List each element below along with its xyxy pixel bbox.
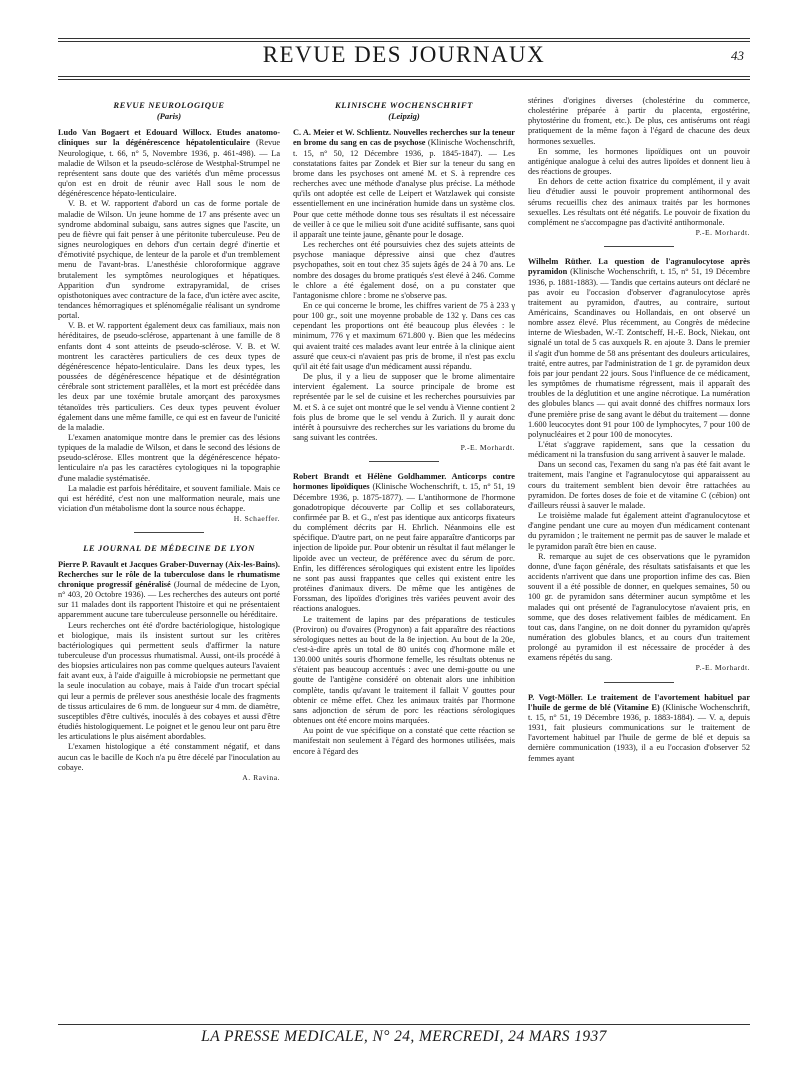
article-text: (Klinische Wochenschrift, t. 15, n° 51, 19 Décembre 1936, p. 1881-1883). — Tandis que certains auteurs ont déclaré ne pas avoir eu l'occasion d'observer d'agranulocytose après traitement au pyramidon, d'autres, au contraire, surtout Américains, Scandinaves ou Hollandais, en ont observé un nombre assez élevé. Plus récemment, au Congrès de médecine interne de Wiesbaden, W.-T. Zontscheff, H.-E. Bock, Niekau, ont signalé un total de 5 cas auxquels R. en ajoute 3. Dans le premier il s'agit d'un homme de 58 ans présentant des douleurs articulaires, traité, entre autres, par l'administration de 1 gr. de pyramidon deux fois par jour pendant 22 jours. Sous l'influence de ce médicament, les symptômes de rhumatisme régressent, mais il apparaît des troubles de la déglutition et une angine nécrotique. La numération des globules blancs — qui avait donné des chiffres normaux lors d'une première prise de sang avant le début du traitement — donne 1.600 leucocytes dont 91 pour 100 de lymphocytes, 7 pour 100 de polynucléaires et 2 pour 100 de monocytes. bbox=[528, 267, 750, 439]
article-paragraph: En ce qui concerne le brome, les chiffres varient de 75 à 233 γ pour 100 gr., soit une moyenne probable de 132 γ. Dans ces cas cependant les proportions ont été beaucoup plus élevées : le minimum, 776 γ et maximum 671.800 γ. Bien que les médecins qui avaient traité ces malades avant leur entrée à la clinique aient assuré que ceux-ci n'avaient pas pris de brome, il n'est pas exclu qu'il ait été fait usage d'un médicament aussi répandu. bbox=[293, 300, 515, 371]
signature: P.-E. Morhardt. bbox=[460, 443, 515, 453]
journal-heading: KLINISCHE WOCHENSCHRIFT bbox=[334, 100, 474, 110]
signature: H. Schaeffer. bbox=[233, 514, 280, 524]
journal-city: (Leipzig) bbox=[388, 111, 420, 122]
article-paragraph: La maladie est parfois héréditaire, et souvent familiale. Mais ce qui est hérédité, c'est non une malformation neurale, mais une viciation d'un métabolisme dont la source nous échappe. bbox=[58, 483, 280, 514]
article-paragraph: Leurs recherches ont été d'ordre bactériologique, histologique et biologique, mais ils insistent surtout sur les critères bactériologiques qui permettent seuls d'affirmer la nature tuberculeuse d'un processus rhumatismal. Aussi, ont-ils procédé à des biopsies articulaires non pas comme quelques auteurs l'avaient fait avant eux, à l'aide d'aiguille à microbiopsie ne permettant que la seule inoculation au cobaye, mais à l'aide d'un trocart spécial qui leur a permis de prélever sous anesthésie locale des fragments de tissus articulaires de 6 mm. de longueur sur 4 mm. de diamètre, susceptibles d'être cultivés, inoculés à des cobayes et aussi d'être étudiés histologiquement. Le poignet et le genou leur ont paru être les articulations le plus aisément abordables. bbox=[58, 620, 280, 742]
column-2 bbox=[293, 96, 515, 757]
separator bbox=[134, 532, 204, 533]
article-paragraph bbox=[293, 128, 515, 240]
article-text: (Klinische Wochenschrift, t. 15, n° 51, 19 Décembre 1936, p. 1883-1884). — V. a, depuis 1931, fait plusieurs communications sur le traitement de l'avortement habituel par l'huile de germe de blé et depuis sa dernière communication (1933), il a eu l'occasion d'observer 52 femmes ayant bbox=[528, 702, 751, 763]
header-rule-bottom bbox=[58, 76, 750, 77]
journal-city: (Paris) bbox=[156, 111, 182, 122]
article-title: Pierre P. Ravault et Jacques Graber-Duvernay (Aix-les-Bains). Recherches sur le rôle de la tuberculose dans le rhumatisme chronique progressif généralisé bbox=[58, 559, 280, 589]
article-paragraph bbox=[58, 560, 280, 621]
signature: P.-E. Morhardt. bbox=[695, 663, 750, 673]
article-paragraph: L'examen histologique a été constamment négatif, et dans aucun cas le bacille de Koch n'a pu être décelé par l'inoculation au cobaye. bbox=[58, 742, 280, 772]
article-paragraph bbox=[58, 128, 280, 199]
footer-rule bbox=[58, 1024, 750, 1025]
article-paragraph bbox=[293, 472, 515, 614]
page-number: 43 bbox=[731, 48, 744, 63]
article-title: C. A. Meier et W. Schlientz. Nouvelles recherches sur la teneur en brome du sang en cas de psychose bbox=[293, 128, 515, 148]
article-paragraph: V. B. et W. rapportent également deux cas familiaux, mais non héréditaires, de pseudo-sclérose, appartenant à une famille de 8 enfants dont 4 sont atteints de pseudo-sclérose. V. B. et W. montrent les caractères particuliers de ces deux types de dégénérescence hépato-lenticulaire. Dans les deux types, les poussées de dégénérescence hépatique et de désintégration cérébrale sont strictement parallèles, et la mort est précédée dans les deux par une toxémie brutale amorçant des paroxysmes tétanoïdes très particuliers. Ces deux types peuvent évoluer également dans une même famille, ce qui est en faveur de l'unicité de la maladie. bbox=[58, 321, 280, 432]
article-title: Robert Brandt et Hélène Goldhammer. Anticorps contre hormones lipoïdiques bbox=[293, 472, 515, 492]
running-title: REVUE DES JOURNAUX bbox=[262, 42, 546, 67]
article-paragraph bbox=[528, 257, 750, 440]
article-title: P. Vogt-Möller. Le traitement de l'avortement habituel par l'huile de germe de blé (Vitamine E) bbox=[528, 692, 750, 712]
article-paragraph: R. remarque au sujet de ces observations que le pyramidon donne, d'une façon générale, des résultats satisfaisants et que les accidents n'arrivent que dans une proportion infime des cas. Bien souvent il a été possible de donner, en quelques semaines, 50 ou 100 gr. de pyramidon sans déterminer aucun symptôme et les malades qui ont présenté de l'agranulocytose n'avaient pris, en somme, que des doses relativement faibles de médicament. En tout cas, dans l'angine, on ne doit donner du pyramidon qu'après numération des globules blancs, et au cours d'un traitement prolongé au pyramidon il est nécessaire de procéder à des examens répétés du sang. bbox=[528, 551, 750, 663]
article-paragraph bbox=[528, 693, 750, 764]
journal-heading: REVUE NEUROLOGIQUE bbox=[113, 100, 225, 110]
article-paragraph: stérines d'origines diverses (cholestérine du commerce, cholestérine préparée à partir du placenta, ergostérine, phytostérine du froment, etc.). De plus, ces antisérums ont réagi pratiquement de la même façon à l'égard de chacune des deux hormones sexuelles. bbox=[528, 96, 750, 146]
article-title: Wilhelm Rüther. La question de l'agranulocytose après pyramidon bbox=[528, 257, 750, 277]
article-text: (Journal de médecine de Lyon, n° 403, 20 Octobre 1936). — Les recherches des auteurs ont porté sur 11 malades dont ils rapportent l'histoire et qui ne présentaient apparemment aucune tare tuberculeuse personnelle ou héréditaire. bbox=[58, 579, 281, 620]
article-title: Ludo Van Bogaert et Edouard Willocx. Etudes anatomo-cliniques sur la dégénérescence hépatolenticulaire bbox=[58, 128, 280, 148]
separator bbox=[604, 682, 674, 683]
page-header bbox=[58, 38, 750, 74]
signature: A. Ravina. bbox=[242, 772, 280, 782]
article-text: (Revue Neurologique, t. 66, n° 5, Novembre 1936, p. 461-498). — La maladie de Wilson et la pseudo-sclérose de Westphal-Strumpel ne représentent sans doute que des variétés d'un même processus qu'on est en droit de réunir avec Hall sous le nom de dégénérescence hépato-lenticulaire. bbox=[58, 138, 281, 199]
header-rule-bottom-2 bbox=[58, 79, 750, 80]
article-paragraph: L'état s'aggrave rapidement, sans que la cessation du médicament ni la transfusion du sang arrivent à sauver le malade. bbox=[528, 440, 750, 460]
article-paragraph: De plus, il y a lieu de supposer que le brome alimentaire intervient également. La source principale de brome est représentée par le sel de cuisine et les recherches poursuivies par M. et S. à ce sujet ont montré que le sel vendu à Vienne contient 2 fois plus de brome que le sel vendu à Zurich. Il y aurait donc intérêt à poursuivre des recherches sur les variations du brome du sang suivant les contrées. bbox=[293, 372, 515, 442]
article-paragraph: En somme, les hormones lipoïdiques ont un pouvoir antigénique analogue à celui des autres lipoïdes et donnent lieu à des réactions de groupes. bbox=[528, 146, 750, 177]
article-paragraph: Les recherches ont été poursuivies chez des sujets atteints de psychose maniaque dépressive ainsi que chez d'autres psychopathes, soit en tout chez 35 sujets âgés de 24 à 70 ans. Le nombre des dosages du brome pratiqués s'est élevé à 246. Comme le chlore a été également dosé, on a pu constater que l'antagonisme chlore : brome ne s'observe pas. bbox=[293, 240, 515, 300]
article-text: (Klinische Wochenschrift, t. 15, n° 50, 12 Décembre 1936, p. 1845-1847). — Les constatations faites par Zondek et Bier sur la teneur du sang en brome dans les psychoses ont amené M. et S. à reprendre ces recherches avec une méthode d'analyse plus précise. La méthode qu'ils ont adoptée est celle de Leipert et Watzlawek qui consiste essentiellement en une incinération humide dans un système clos. Pour que cette méthode donne tous ses résultats il est nécessaire de veiller à ce que le milieu soit d'une acidité suffisante, sans quoi il apparaît une teinte jaune, gênante pour le dosage. bbox=[293, 138, 515, 239]
separator bbox=[369, 461, 439, 462]
article-paragraph: Le traitement de lapins par des préparations de testicules (Proviron) ou d'ovaires (Progynon) a fait apparaître des réactions sérologiques nettes au bout de la 8e injection. Au bout de la 20e, c'est-à-dire après un total de 80 unités coq d'hormone mâle et 130.000 unités souris d'hormone femelle, les résultats obtenus ne s'étaient pas beaucoup accentués : avec une demi-goutte ou une goutte de l'antigène considéré on obtenait alors une inhibition complète, tandis qu'avant le traitement il fallait V gouttes pour obtenir ce même effet. Chez les animaux traités par l'hormone sans adjonction de sérum de porc les réactions sérologiques obtenues ont été encore moins marquées. bbox=[293, 614, 515, 726]
article-paragraph: L'examen anatomique montre dans le premier cas des lésions typiques de la maladie de Wilson, et dans le second des lésions de pseudo-sclérose. Elles montrent que la dégénérescence hépato-lenticulaire n'a pas les caractères cytologiques ni la topographie d'une maladie systématisée. bbox=[58, 433, 280, 483]
article-paragraph: En dehors de cette action fixatrice du complément, il y avait lieu d'étudier aussi le pouvoir proprement antihormonal des sérums recueillis chez des animaux traités par les hormones sexuelles. Les résultats ont été négatifs. Le pouvoir de fixation du complément ne s'accompagne pas d'activité antihormonale. bbox=[528, 177, 750, 227]
article-paragraph: Au point de vue spécifique on a constaté que cette réaction se manifestait non seulement à l'égard des hormones utilisées, mais encore à l'égard des bbox=[293, 726, 515, 756]
article-text: (Klinische Wochenschrift, t. 15, n° 51, 19 Décembre 1936, p. 1875-1877). — L'antihormone de l'hormone gonadotropique découverte par Collip et ses collaborateurs, confirmée par B. et G., n'est pas identique aux anticorps fixateurs du complément décrits par H. Ehrlich. Néanmoins elle est spécifique. D'autre part, on ne peut faire apparaître d'anticorps par injection de lipoïde pur. Pour obtenir un résultat il faut mélanger le lipoïde avec un vecteur, de préférence avec du sérum de porc. Enfin, les différences sérologiques qui existent entre les lipoïdes ne sont pas aussi frappantes que celles qui existent entre les protéines d'animaux divers. De même que les antigènes de Forssman, des lipoïdes d'origines très variées peuvent avoir des réactions analogues. bbox=[293, 482, 515, 614]
article-paragraph: Dans un second cas, l'examen du sang n'a pas été fait avant le traitement, mais l'angine et l'agranulocytose qui apparaissent au cours du traitement semblent bien devoir être rattachées au pyramidon. De fortes doses de foie et de vitamine C (cébion) ont d'ailleurs réussi à sauver le malade. bbox=[528, 460, 750, 510]
signature: P.-E. Morhardt. bbox=[695, 228, 750, 238]
article-paragraph: V. B. et W. rapportent d'abord un cas de forme portale de maladie de Wilson. Un jeune homme de 17 ans présente avec un syndrome abdominal subaigu, sans autres signes que l'ascite, un peu de fièvre qui fait penser à une péritonite tuberculeuse. Peu de signes neurologiques en dehors d'un certain degré d'inertie et d'émotivité psychique, de lenteur de la parole et d'un tremblement menu de l'avant-bras. L'anesthésie chloroformique aggrave brutalement les symptômes neurologiques et hépatiques. Apparition d'un syndrome extrapyramidal, de crises opisthotoniques avec contracture de la face, d'un ictère avec ascite, tendances hémorragiques et splénomégalie réalisant un syndrome portal. bbox=[58, 199, 280, 321]
column-3 bbox=[528, 96, 750, 764]
page-footer: LA PRESSE MEDICALE, N° 24, MERCREDI, 24 MARS 1937 bbox=[201, 1028, 607, 1045]
journal-heading: LE JOURNAL DE MÉDECINE DE LYON bbox=[83, 543, 255, 554]
column-1 bbox=[58, 96, 280, 783]
article-paragraph: Le troisième malade fut également atteint d'agranulocytose et d'angine pendant une cure au moyen d'un médicament contenant du pyramidon ; le traitement ne permit pas de sauver le malade et le pyramidon paraît être bien en cause. bbox=[528, 511, 750, 551]
separator bbox=[604, 246, 674, 247]
